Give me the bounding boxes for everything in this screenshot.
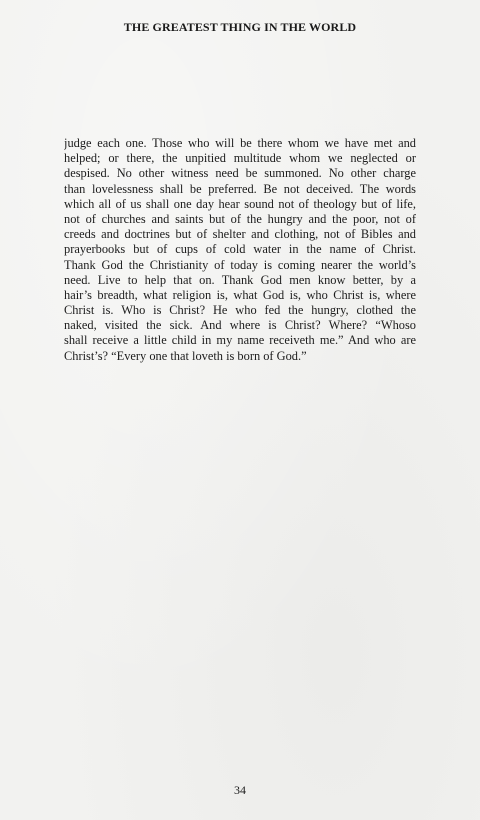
text-line-last: Christ’s? “Every one that loveth is born of God.” (64, 348, 307, 363)
running-head: THE GREATEST THING IN THE WORLD (123, 20, 357, 34)
text-line: not of churches and saints but of the hungry and the poor, not of (64, 211, 416, 226)
page-number: 34 (234, 783, 246, 797)
text-line: which all of us shall one day hear sound not of theology but of life, (64, 196, 416, 211)
text-line: naked, visited the sick. And where is Christ? Where? “Whoso (64, 318, 416, 333)
text-line: judge each one. Those who will be there whom we have met and (64, 136, 416, 150)
text-line: creeds and doctrines but of shelter and clothing, not of Bibles and (64, 227, 416, 242)
text-line: hair’s breadth, what religion is, what God is, who Christ is, where (64, 287, 416, 302)
text-line: need. Live to help that on. Thank God men know better, by a (64, 272, 416, 287)
text-line: prayerbooks but of cups of cold water in the name of Christ. (64, 242, 416, 257)
text-line: than lovelessness shall be preferred. Be not deceived. The words (64, 181, 416, 196)
text-line: Thank God the Christianity of today is coming nearer the world’s (64, 257, 416, 272)
text-line: shall receive a little child in my name receiveth me.” And who are (64, 333, 416, 348)
text-line: despised. No other witness need be summoned. No other charge (64, 166, 416, 181)
body-paragraph (64, 136, 416, 364)
text-line: helped; or there, the unpitied multitude whom we neglected or (64, 151, 416, 166)
text-line: Christ is. Who is Christ? He who fed the hungry, clothed the (64, 303, 416, 318)
